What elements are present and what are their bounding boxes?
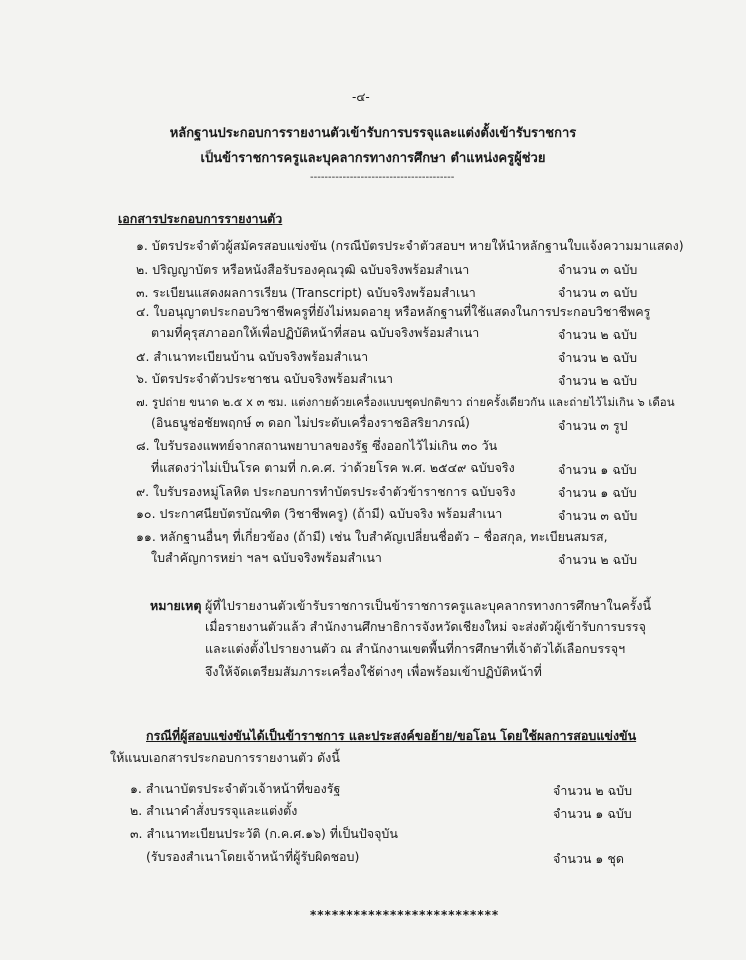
- quantity: จำนวน ๒ ฉบับ: [558, 373, 638, 388]
- list-item: ๗. รูปถ่าย ขนาด ๒.๕ x ๓ ซม. แต่งกายด้วยเครื่องแบบชุดปกติขาว ถ่ายครั้งเดียวกัน และถ่ายไว้ไม่เกิน ๖ เดือน: [136, 395, 675, 409]
- quantity: จำนวน ๓ ฉบับ: [558, 508, 638, 523]
- section2-intro: ให้แนบเอกสารประกอบการรายงานตัว ดังนี้: [110, 750, 340, 765]
- list-item: ๓. ระเบียนแสดงผลการเรียน (Transcript) ฉบับจริงพร้อมสำเนา: [136, 285, 476, 300]
- quantity: จำนวน ๑ ฉบับ: [558, 485, 637, 500]
- list-item: ๘. ใบรับรองแพทย์จากสถานพยาบาลของรัฐ ซึ่งออกไว้ไม่เกิน ๓๐ วัน: [136, 438, 498, 453]
- page-number: -๔-: [352, 90, 370, 104]
- list-item: ๑๐. ประกาศนียบัตรบัณฑิต (วิชาชีพครู) (ถ้ามี) ฉบับจริง พร้อมสำเนา: [136, 506, 503, 521]
- note-label: หมายเหตุ: [150, 598, 202, 613]
- quantity: จำนวน ๓ ฉบับ: [558, 262, 638, 277]
- footer-divider: **************************: [310, 908, 500, 922]
- list-item: ๑๑. หลักฐานอื่นๆ ที่เกี่ยวข้อง (ถ้ามี) เช่น ใบสำคัญเปลี่ยนชื่อตัว – ชื่อสกุล, ทะเบียนสมรส,: [136, 529, 608, 544]
- note-line: และแต่งตั้งไปรายงานตัว ณ สำนักงานเขตพื้นที่การศึกษาที่เจ้าตัวได้เลือกบรรจุฯ: [205, 641, 626, 656]
- list-item: ๓. สำเนาทะเบียนประวัติ (ก.ค.ศ.๑๖) ที่เป็นปัจจุบัน: [130, 826, 398, 841]
- list-item: ๒. ปริญญาบัตร หรือหนังสือรับรองคุณวุฒิ ฉบับจริงพร้อมสำเนา: [136, 262, 470, 277]
- quantity: จำนวน ๒ ฉบับ: [558, 552, 638, 567]
- document-title-line1: หลักฐานประกอบการรายงานตัวเข้ารับการบรรจุและแต่งตั้งเข้ารับราชการ: [169, 126, 577, 141]
- document-title-line2: เป็นข้าราชการครูและบุคลากรทางการศึกษา ตำแหน่งครูผู้ช่วย: [200, 151, 546, 166]
- quantity: จำนวน ๓ ฉบับ: [558, 285, 638, 300]
- section1-heading: เอกสารประกอบการรายงานตัว: [118, 211, 283, 226]
- quantity: จำนวน ๒ ฉบับ: [558, 327, 638, 342]
- list-item: ๖. บัตรประจำตัวประชาชน ฉบับจริงพร้อมสำเนา: [136, 371, 394, 386]
- quantity: จำนวน ๑ ฉบับ: [558, 462, 637, 477]
- list-item: ๒. สำเนาคำสั่งบรรจุและแต่งตั้ง: [130, 803, 298, 818]
- quantity: จำนวน ๑ ชุด: [553, 851, 624, 866]
- quantity: จำนวน ๒ ฉบับ: [553, 783, 633, 798]
- list-item-continued: ใบสำคัญการหย่า ฯลฯ ฉบับจริงพร้อมสำเนา: [151, 550, 382, 565]
- note-line: เมื่อรายงานตัวแล้ว สำนักงานศึกษาธิการจังหวัดเชียงใหม่ จะส่งตัวผู้เข้ารับการบรรจุ: [205, 619, 646, 634]
- section2-heading: กรณีที่ผู้สอบแข่งขันได้เป็นข้าราชการ และประสงค์ขอย้าย/ขอโอน โดยใช้ผลการสอบแข่งขัน: [146, 728, 637, 743]
- quantity: จำนวน ๒ ฉบับ: [558, 350, 638, 365]
- note-line: จึงให้จัดเตรียมสัมภาระเครื่องใช้ต่างๆ เพื่อพร้อมเข้าปฏิบัติหน้าที่: [205, 664, 542, 679]
- quantity: จำนวน ๓ รูป: [558, 418, 628, 433]
- list-item-continued: ตามที่คุรุสภาออกให้เพื่อปฏิบัติหน้าที่สอน ฉบับจริงพร้อมสำเนา: [151, 325, 480, 340]
- list-item-continued: (รับรองสำเนาโดยเจ้าหน้าที่ผู้รับผิดชอบ): [146, 849, 360, 864]
- list-item: ๑. บัตรประจำตัวผู้สมัครสอบแข่งขัน (กรณีบัตรประจำตัวสอบฯ หายให้นำหลักฐานใบแจ้งความมาแสดง): [136, 238, 684, 253]
- quantity: จำนวน ๑ ฉบับ: [553, 806, 632, 821]
- list-item: ๔. ใบอนุญาตประกอบวิชาชีพครูที่ยังไม่หมดอายุ หรือหลักฐานที่ใช้แสดงในการประกอบวิชาชีพครู: [136, 304, 651, 319]
- list-item-continued: (อินธนูช่อชัยพฤกษ์ ๓ ดอก ไม่ประดับเครื่องราชอิสริยาภรณ์): [151, 415, 470, 430]
- note-line: ผู้ที่ไปรายงานตัวเข้ารับราชการเป็นข้าราชการครูและบุคลากรทางการศึกษาในครั้งนี้: [205, 598, 652, 613]
- list-item-continued: ที่แสดงว่าไม่เป็นโรค ตามที่ ก.ค.ศ. ว่าด้วยโรค พ.ศ. ๒๕๔๙ ฉบับจริง: [151, 460, 515, 475]
- list-item: ๑. สำเนาบัตรประจำตัวเจ้าหน้าที่ของรัฐ: [130, 781, 341, 796]
- title-divider: ----------------------------------------: [310, 172, 455, 183]
- list-item: ๕. สำเนาทะเบียนบ้าน ฉบับจริงพร้อมสำเนา: [136, 349, 369, 364]
- list-item: ๙. ใบรับรองหมู่โลหิต ประกอบการทำบัตรประจำตัวข้าราชการ ฉบับจริง: [136, 484, 516, 499]
